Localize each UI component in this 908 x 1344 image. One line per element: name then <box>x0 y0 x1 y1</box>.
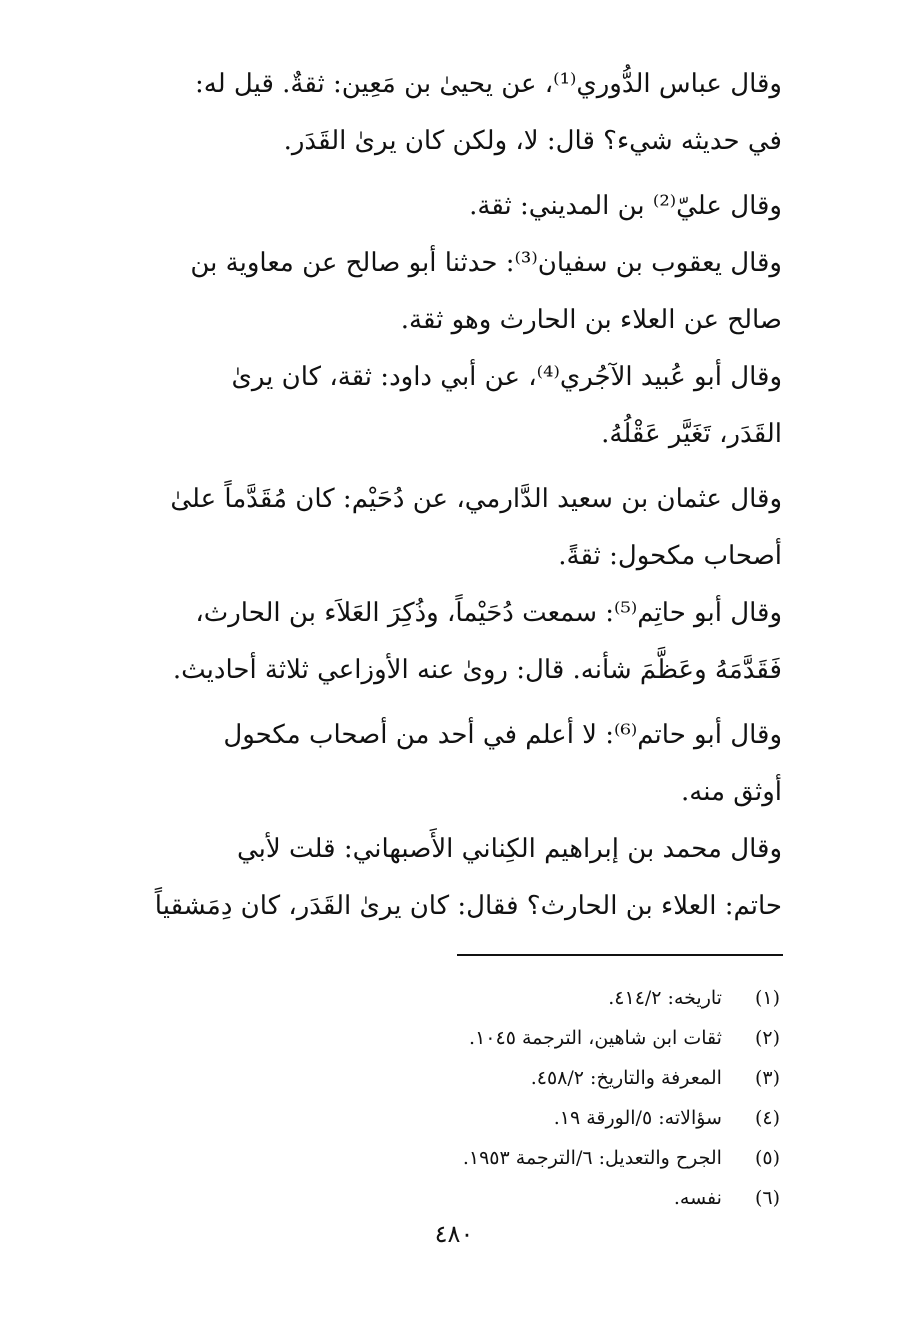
text-line: وقال أبو حاتم⁽⁶⁾: لا أعلم في أحد من أصحاب مكحول <box>223 720 782 750</box>
footnote <box>300 1018 780 1058</box>
footnote <box>300 1138 780 1178</box>
text-line: وقال عليّ⁽²⁾ بن المديني: ثقة. <box>469 191 782 221</box>
footnote-text: سؤالاته: ٥/الورقة ١٩. <box>553 1107 722 1129</box>
footnote-text: نفسه. <box>673 1187 722 1209</box>
paragraph <box>78 178 782 235</box>
footnote-number: (٤) <box>754 1107 780 1129</box>
footnote-text: المعرفة والتاريخ: ٤٥٨/٢. <box>530 1067 722 1089</box>
text-line: وقال عثمان بن سعيد الدَّارمي، عن دُحَيْم: كان مُقَدَّماً علىٰ <box>170 484 782 514</box>
footnote-number: (١) <box>754 987 780 1009</box>
footnotes <box>300 978 780 1218</box>
page-number: ٤٨٠ <box>434 1220 474 1248</box>
text-line: صالح عن العلاء بن الحارث وهو ثقة. <box>400 305 782 335</box>
footnote-number: (٥) <box>754 1147 780 1169</box>
footnote <box>300 1098 780 1138</box>
text-line: وقال أبو حاتِم⁽⁵⁾: سمعت دُحَيْماً، وذُكِرَ العَلاَء بن الحارث، <box>195 598 782 628</box>
footnote-number: (٦) <box>754 1187 780 1209</box>
paragraph <box>78 821 782 935</box>
text-line: حاتم: العلاء بن الحارث؟ فقال: كان يرىٰ القَدَر، كان دِمَشقياً <box>154 891 782 921</box>
footnote-text: تاريخه: ٤١٤/٢. <box>608 987 722 1009</box>
main-text <box>78 56 782 935</box>
footnote-text: ثقات ابن شاهين، الترجمة ١٠٤٥. <box>469 1027 722 1049</box>
footnote <box>300 978 780 1018</box>
text-line: فَقَدَّمَهُ وعَظَّمَ شأنه. قال: روىٰ عنه الأوزاعي ثلاثة أحاديث. <box>172 655 782 685</box>
footnote-number: (٣) <box>754 1067 780 1089</box>
paragraph <box>78 585 782 699</box>
text-line: وقال يعقوب بن سفيان⁽³⁾: حدثنا أبو صالح عن معاوية بن <box>190 248 782 278</box>
text-line: وقال أبو عُبيد الآجُري⁽⁴⁾، عن أبي داود: ثقة، كان يرىٰ <box>231 362 782 392</box>
text-line: في حديثه شيء؟ قال: لا، ولكن كان يرىٰ القَدَر. <box>283 126 782 156</box>
paragraph <box>78 349 782 463</box>
text-line: وقال محمد بن إبراهيم الكِناني الأَصبهاني: قلت لأبي <box>237 834 782 864</box>
text-line: أوثق منه. <box>681 777 782 807</box>
text-line: أصحاب مكحول: ثقةً. <box>558 541 782 571</box>
paragraph <box>78 235 782 349</box>
text-line: القَدَر، تَغَيَّر عَقْلُهُ. <box>601 419 782 449</box>
text-line: وقال عباس الدُّوري⁽¹⁾، عن يحيىٰ بن مَعِين: ثقةٌ. قيل له: <box>195 69 782 99</box>
paragraph <box>78 471 782 585</box>
footnote-separator <box>457 954 783 956</box>
paragraph <box>78 707 782 821</box>
footnote <box>300 1058 780 1098</box>
footnote <box>300 1178 780 1218</box>
footnote-text: الجرح والتعديل: ٦/الترجمة ١٩٥٣. <box>462 1147 722 1169</box>
paragraph <box>78 56 782 170</box>
footnote-number: (٢) <box>754 1027 780 1049</box>
